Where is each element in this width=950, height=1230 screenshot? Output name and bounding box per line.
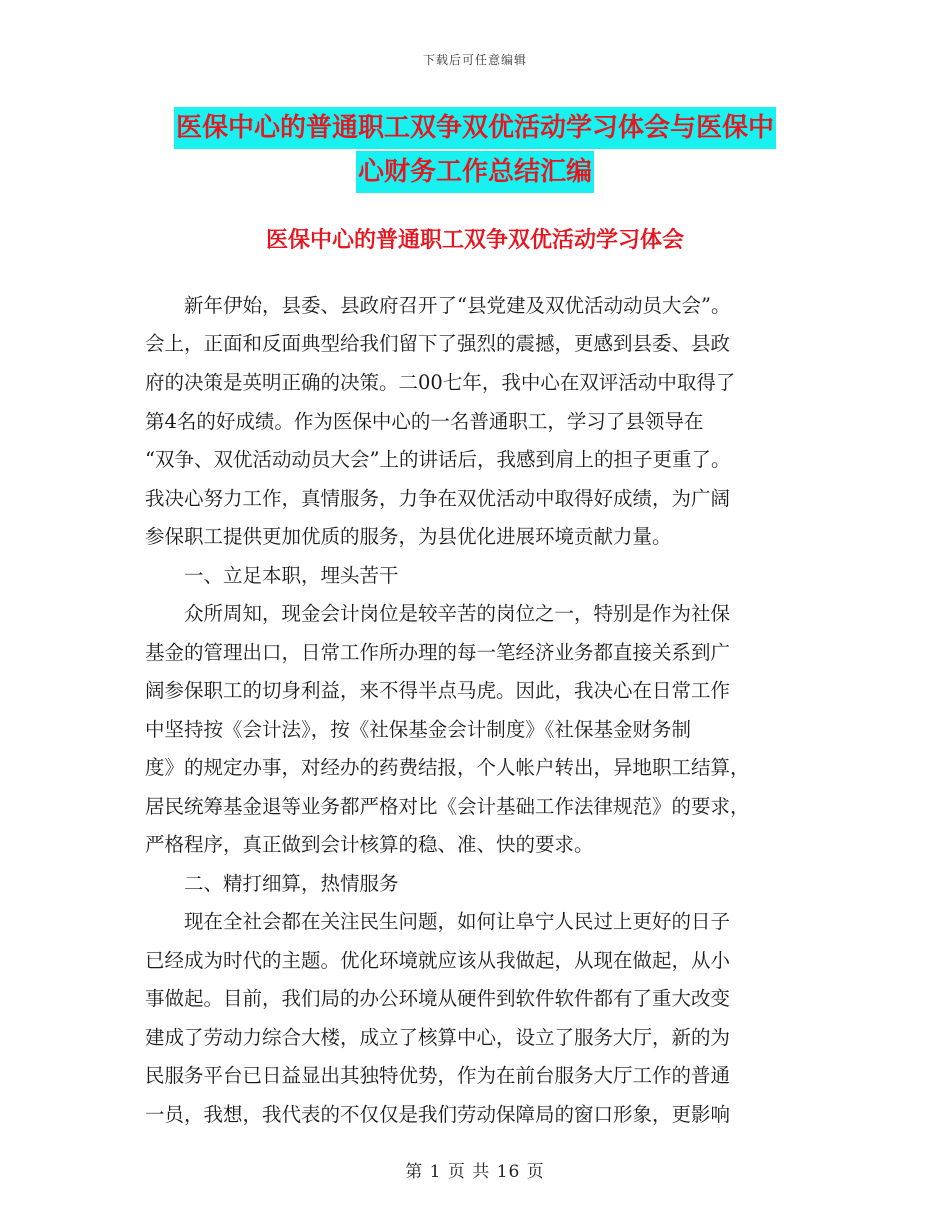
subheading-2: 二、精打细算，热情服务	[145, 872, 399, 895]
paragraph-line: 严格程序，真正做到会计核算的稳、准、快的要求。	[145, 833, 594, 856]
paragraph-line: 我决心努力工作，真情服务，力争在双优活动中取得好成绩，为广阔	[145, 487, 731, 510]
header-note: 下载后可任意编辑	[422, 53, 527, 67]
subheading-1: 一、立足本职，埋头苦干	[145, 564, 399, 587]
document-title-line-1	[0, 115, 950, 141]
paragraph-line: 现在全社会都在关注民生问题，如何让阜宁人民过上更好的日子	[145, 910, 731, 933]
title-highlight-1: 医保中心的普通职工双争双优活动学习体会与医保中	[174, 107, 776, 149]
paragraph-line: 民服务平台已日益显出其独特优势，作为在前台服务大厅工作的普通	[145, 1064, 731, 1087]
paragraph-line: 已经成为时代的主题。优化环境就应该从我做起，从现在做起，从小	[145, 949, 731, 972]
paragraph-line: 众所周知，现金会计岗位是较辛苦的岗位之一，特别是作为社保	[145, 602, 731, 625]
section-title: 医保中心的普通职工双争双优活动学习体会	[265, 228, 684, 253]
document-title-line-2	[0, 159, 950, 185]
paragraph-line: 度》的规定办事，对经办的药费结报，个人帐户转出，异地职工结算，	[145, 756, 750, 779]
paragraph-line: 阔参保职工的切身利益，来不得半点马虎。因此，我决心在日常工作	[145, 679, 731, 702]
paragraph-line: 参保职工提供更加优质的服务，为县优化进展环境贡献力量。	[145, 525, 672, 548]
paragraph-line: 事做起。目前，我们局的办公环境从硬件到软件软件都有了重大改变	[145, 987, 731, 1010]
paragraph-line: 居民统筹基金退等业务都严格对比《会计基础工作法律规范》的要求，	[145, 795, 750, 818]
paragraph-line: 中坚持按《会计法》，按《社保基金会计制度》《社保基金财务制	[145, 718, 692, 741]
paragraph-line: 府的决策是英明正确的决策。二00七年，我中心在双评活动中取得了	[145, 371, 736, 394]
paragraph-line: 一员，我想，我代表的不仅仅是我们劳动保障局的窗口形象，更影响	[145, 1103, 731, 1126]
paragraph-line: 基金的管理出口，日常工作所办理的每一笔经济业务都直接关系到广	[145, 641, 731, 664]
paragraph-line: “双争、双优活动动员大会”上的讲话后，我感到肩上的担子更重了。	[145, 448, 731, 471]
paragraph-line: 建成了劳动力综合大楼，成立了核算中心，设立了服务大厅，新的为	[145, 1026, 731, 1049]
title-highlight-2: 心财务工作总结汇编	[356, 151, 594, 193]
page-number: 第 1 页 共 16 页	[405, 1162, 545, 1182]
paragraph-line: 第4名的好成绩。作为医保中心的一名普通职工，学习了县领导在	[145, 410, 704, 433]
paragraph-line: 会上，正面和反面典型给我们留下了强烈的震撼，更感到县委、县政	[145, 332, 731, 355]
paragraph-line: 新年伊始，县委、县政府召开了“县党建及双优活动动员大会”。	[145, 294, 731, 317]
